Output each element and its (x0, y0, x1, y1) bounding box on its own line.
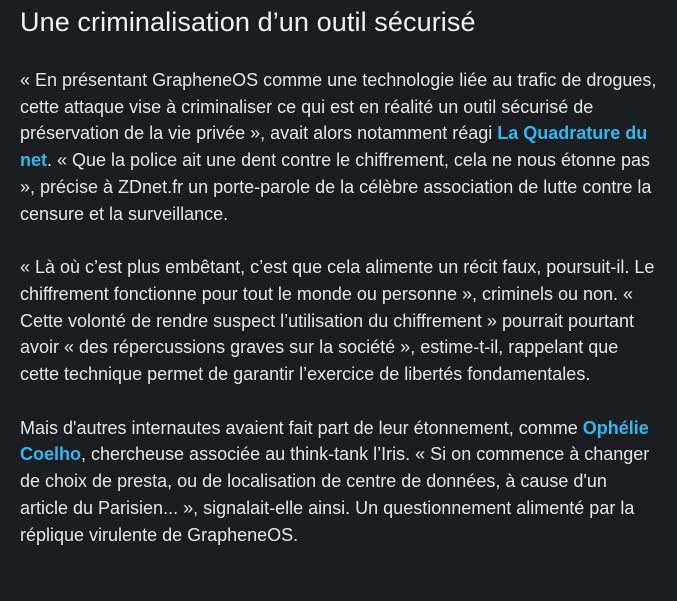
section-heading: Une criminalisation d’un outil sécurisé (20, 7, 476, 37)
la-quadrature-du-net-link[interactable]: La Quadrature du net (20, 123, 648, 171)
paragraph-1-text-end: . « Que la police ait une dent contre le chiffrement, cela ne nous étonne pas », précise à ZDnet.fr un porte-parole de la célèbre association de lutte contre la censure et la surveillance. (20, 150, 652, 224)
paragraph-1 (20, 67, 657, 227)
paragraph-3 (20, 415, 657, 549)
paragraph-2: « Là où c’est plus embêtant, c’est que cela alimente un récit faux, poursuit-il. Le chiffrement fonctionne pour tout le monde ou personne », criminels ou non. « Cette volonté de rendre suspect l’utilisation du chiffrement » pourrait pourtant avoir « des répercussions graves sur la société », estime-t-il, rappelant que cette technique permet de garantir l’exercice de libertés fondamentales. (20, 257, 655, 385)
paragraph-3-text-start: Mais d'autres internautes avaient fait part de leur étonnement, comme (20, 417, 583, 438)
paragraph-1-text-start: « En présentant GrapheneOS comme une technologie liée au trafic de drogues, cette attaque vise à criminaliser ce qui est en réalité un outil sécurisé de préservation de la vie privée », avait alors notamment réagi (20, 70, 657, 144)
ophelie-coelho-link[interactable]: Ophélie Coelho (20, 417, 649, 465)
paragraph-3-text-end: , chercheuse associée au think-tank l’Iris. « Si on commence à changer de choix de presta, ou de localisation de centre de données, à cause d'un article du Parisien... », signalait-elle ainsi. Un questionnement alimenté par la réplique virulente de GrapheneOS. (20, 444, 650, 545)
